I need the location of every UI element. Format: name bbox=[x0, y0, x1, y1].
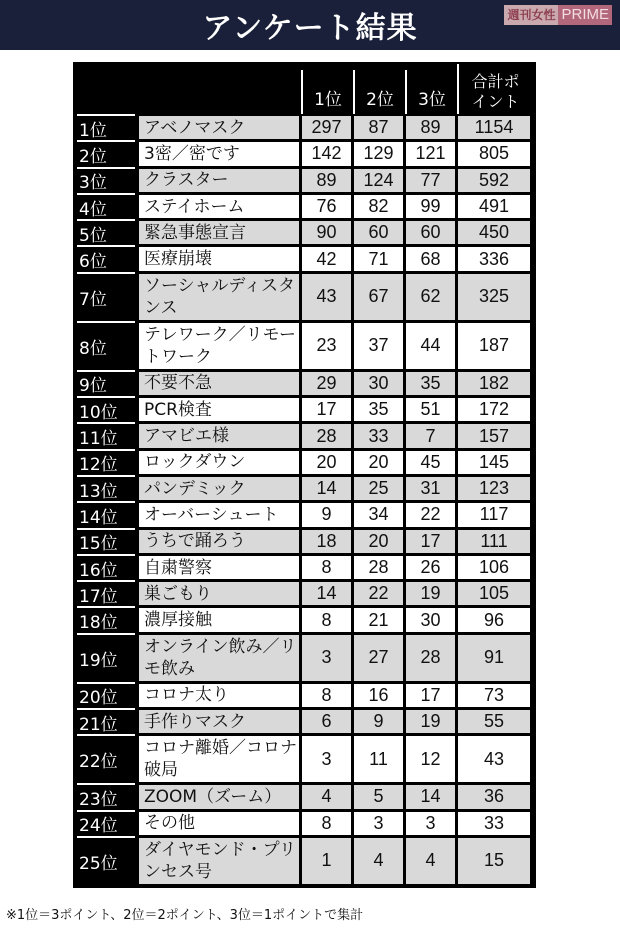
table-row bbox=[77, 422, 532, 448]
title-bar bbox=[0, 0, 620, 50]
third-place-votes: 28 bbox=[405, 634, 456, 682]
total-points: 96 bbox=[457, 607, 531, 632]
second-place-votes: 20 bbox=[353, 450, 404, 475]
total-points: 33 bbox=[457, 811, 531, 836]
first-place-votes: 42 bbox=[301, 246, 352, 271]
page-title: アンケート結果 bbox=[202, 11, 418, 46]
rank-cell: 23位 bbox=[77, 783, 135, 809]
first-place-votes: 8 bbox=[301, 555, 352, 580]
third-place-votes: 121 bbox=[405, 141, 456, 166]
second-place-votes: 35 bbox=[353, 397, 404, 422]
term-cell: コロナ太り bbox=[138, 683, 300, 708]
term-cell: 不要不急 bbox=[138, 371, 300, 396]
brand-logo-jp: 週刊女性 bbox=[504, 5, 558, 25]
total-points: 123 bbox=[457, 476, 531, 501]
third-place-votes: 19 bbox=[405, 709, 456, 734]
second-place-votes: 5 bbox=[353, 784, 404, 809]
header-second-place: 2位 bbox=[353, 70, 405, 114]
third-place-votes: 7 bbox=[405, 423, 456, 448]
table-row bbox=[77, 708, 532, 734]
total-points: 325 bbox=[457, 273, 531, 321]
second-place-votes: 129 bbox=[353, 141, 404, 166]
total-points: 157 bbox=[457, 423, 531, 448]
table-row bbox=[77, 836, 532, 885]
second-place-votes: 9 bbox=[353, 709, 404, 734]
second-place-votes: 124 bbox=[353, 168, 404, 193]
header-total-line2: イント bbox=[471, 92, 520, 111]
third-place-votes: 3 bbox=[405, 811, 456, 836]
header-total-points bbox=[457, 64, 532, 114]
table-row bbox=[77, 321, 532, 370]
term-cell: うちで踊ろう bbox=[138, 529, 300, 554]
first-place-votes: 14 bbox=[301, 476, 352, 501]
term-cell: PCR検査 bbox=[138, 397, 300, 422]
table-row bbox=[77, 219, 532, 245]
first-place-votes: 17 bbox=[301, 397, 352, 422]
total-points: 36 bbox=[457, 784, 531, 809]
rank-cell: 20位 bbox=[77, 682, 135, 708]
first-place-votes: 9 bbox=[301, 502, 352, 527]
footnote: ※1位＝3ポイント、2位＝2ポイント、3位＝1ポイントで集計 bbox=[6, 908, 364, 923]
rank-cell: 9位 bbox=[77, 370, 135, 396]
second-place-votes: 20 bbox=[353, 529, 404, 554]
table-row bbox=[77, 528, 532, 554]
total-points: 450 bbox=[457, 220, 531, 245]
first-place-votes: 8 bbox=[301, 607, 352, 632]
third-place-votes: 17 bbox=[405, 683, 456, 708]
second-place-votes: 22 bbox=[353, 581, 404, 606]
second-place-votes: 4 bbox=[353, 837, 404, 885]
total-points: 91 bbox=[457, 634, 531, 682]
third-place-votes: 45 bbox=[405, 450, 456, 475]
rank-cell: 3位 bbox=[77, 167, 135, 193]
first-place-votes: 20 bbox=[301, 450, 352, 475]
ranking-table bbox=[73, 62, 536, 888]
first-place-votes: 18 bbox=[301, 529, 352, 554]
first-place-votes: 29 bbox=[301, 371, 352, 396]
rank-cell: 5位 bbox=[77, 219, 135, 245]
third-place-votes: 26 bbox=[405, 555, 456, 580]
term-cell: ステイホーム bbox=[138, 194, 300, 219]
rank-cell: 16位 bbox=[77, 554, 135, 580]
table-row bbox=[77, 810, 532, 836]
second-place-votes: 16 bbox=[353, 683, 404, 708]
rank-cell: 15位 bbox=[77, 528, 135, 554]
first-place-votes: 3 bbox=[301, 634, 352, 682]
header-total-line1: 合計ポ bbox=[471, 72, 520, 91]
total-points: 43 bbox=[457, 735, 531, 783]
total-points: 15 bbox=[457, 837, 531, 885]
total-points: 491 bbox=[457, 194, 531, 219]
rank-cell: 7位 bbox=[77, 272, 135, 321]
table-row bbox=[77, 140, 532, 166]
term-cell: ダイヤモンド・プリンセス号 bbox=[138, 837, 300, 885]
second-place-votes: 87 bbox=[353, 115, 404, 140]
term-cell: 医療崩壊 bbox=[138, 246, 300, 271]
second-place-votes: 27 bbox=[353, 634, 404, 682]
table-row bbox=[77, 580, 532, 606]
second-place-votes: 30 bbox=[353, 371, 404, 396]
first-place-votes: 6 bbox=[301, 709, 352, 734]
first-place-votes: 4 bbox=[301, 784, 352, 809]
table-row bbox=[77, 245, 532, 271]
term-cell: 自粛警察 bbox=[138, 555, 300, 580]
total-points: 55 bbox=[457, 709, 531, 734]
table-row bbox=[77, 167, 532, 193]
first-place-votes: 8 bbox=[301, 683, 352, 708]
term-cell: ロックダウン bbox=[138, 450, 300, 475]
second-place-votes: 28 bbox=[353, 555, 404, 580]
rank-cell: 13位 bbox=[77, 475, 135, 501]
rank-cell: 24位 bbox=[77, 810, 135, 836]
table-body bbox=[77, 114, 532, 885]
rank-cell: 22位 bbox=[77, 734, 135, 783]
third-place-votes: 19 bbox=[405, 581, 456, 606]
second-place-votes: 34 bbox=[353, 502, 404, 527]
term-cell: ZOOM（ズーム） bbox=[138, 784, 300, 809]
total-points: 336 bbox=[457, 246, 531, 271]
total-points: 73 bbox=[457, 683, 531, 708]
table-row bbox=[77, 272, 532, 321]
term-cell: パンデミック bbox=[138, 476, 300, 501]
third-place-votes: 77 bbox=[405, 168, 456, 193]
total-points: 805 bbox=[457, 141, 531, 166]
first-place-votes: 8 bbox=[301, 811, 352, 836]
table-row bbox=[77, 783, 532, 809]
term-cell: ソーシャルディスタンス bbox=[138, 273, 300, 321]
second-place-votes: 21 bbox=[353, 607, 404, 632]
table-row bbox=[77, 734, 532, 783]
table-row bbox=[77, 554, 532, 580]
term-cell: アベノマスク bbox=[138, 115, 300, 140]
table-row bbox=[77, 606, 532, 632]
second-place-votes: 3 bbox=[353, 811, 404, 836]
rank-cell: 14位 bbox=[77, 501, 135, 527]
total-points: 187 bbox=[457, 322, 531, 370]
total-points: 145 bbox=[457, 450, 531, 475]
table-row bbox=[77, 682, 532, 708]
first-place-votes: 28 bbox=[301, 423, 352, 448]
term-cell: クラスター bbox=[138, 168, 300, 193]
rank-cell: 21位 bbox=[77, 708, 135, 734]
third-place-votes: 62 bbox=[405, 273, 456, 321]
third-place-votes: 68 bbox=[405, 246, 456, 271]
term-cell: コロナ離婚／コロナ破局 bbox=[138, 735, 300, 783]
header-first-place: 1位 bbox=[301, 70, 353, 114]
rank-cell: 10位 bbox=[77, 396, 135, 422]
table-row bbox=[77, 449, 532, 475]
rank-cell: 18位 bbox=[77, 606, 135, 632]
second-place-votes: 67 bbox=[353, 273, 404, 321]
term-cell: 3密／密です bbox=[138, 141, 300, 166]
first-place-votes: 76 bbox=[301, 194, 352, 219]
rank-cell: 1位 bbox=[77, 114, 135, 140]
first-place-votes: 23 bbox=[301, 322, 352, 370]
second-place-votes: 25 bbox=[353, 476, 404, 501]
third-place-votes: 51 bbox=[405, 397, 456, 422]
total-points: 106 bbox=[457, 555, 531, 580]
first-place-votes: 43 bbox=[301, 273, 352, 321]
first-place-votes: 1 bbox=[301, 837, 352, 885]
rank-cell: 8位 bbox=[77, 321, 135, 370]
third-place-votes: 14 bbox=[405, 784, 456, 809]
first-place-votes: 90 bbox=[301, 220, 352, 245]
rank-cell: 11位 bbox=[77, 422, 135, 448]
rank-cell: 25位 bbox=[77, 836, 135, 885]
total-points: 182 bbox=[457, 371, 531, 396]
first-place-votes: 142 bbox=[301, 141, 352, 166]
term-cell: 巣ごもり bbox=[138, 581, 300, 606]
term-cell: 手作りマスク bbox=[138, 709, 300, 734]
second-place-votes: 11 bbox=[353, 735, 404, 783]
total-points: 111 bbox=[457, 529, 531, 554]
brand-logo bbox=[504, 5, 612, 25]
term-cell: その他 bbox=[138, 811, 300, 836]
first-place-votes: 297 bbox=[301, 115, 352, 140]
term-cell: 濃厚接触 bbox=[138, 607, 300, 632]
brand-logo-en: PRIME bbox=[558, 5, 612, 25]
third-place-votes: 35 bbox=[405, 371, 456, 396]
table-row bbox=[77, 114, 532, 140]
total-points: 105 bbox=[457, 581, 531, 606]
term-cell: テレワーク／リモートワーク bbox=[138, 322, 300, 370]
table-row bbox=[77, 396, 532, 422]
rank-cell: 6位 bbox=[77, 245, 135, 271]
term-cell: オーバーシュート bbox=[138, 502, 300, 527]
third-place-votes: 89 bbox=[405, 115, 456, 140]
total-points: 1154 bbox=[457, 115, 531, 140]
header-blank bbox=[77, 62, 301, 114]
rank-cell: 4位 bbox=[77, 193, 135, 219]
term-cell: オンライン飲み／リモ飲み bbox=[138, 634, 300, 682]
second-place-votes: 71 bbox=[353, 246, 404, 271]
rank-cell: 2位 bbox=[77, 140, 135, 166]
table-row bbox=[77, 633, 532, 682]
second-place-votes: 33 bbox=[353, 423, 404, 448]
table-row bbox=[77, 475, 532, 501]
total-points: 592 bbox=[457, 168, 531, 193]
third-place-votes: 31 bbox=[405, 476, 456, 501]
third-place-votes: 17 bbox=[405, 529, 456, 554]
total-points: 117 bbox=[457, 502, 531, 527]
table-row bbox=[77, 501, 532, 527]
header-third-place: 3位 bbox=[405, 70, 457, 114]
third-place-votes: 12 bbox=[405, 735, 456, 783]
third-place-votes: 60 bbox=[405, 220, 456, 245]
second-place-votes: 60 bbox=[353, 220, 404, 245]
term-cell: 緊急事態宣言 bbox=[138, 220, 300, 245]
first-place-votes: 14 bbox=[301, 581, 352, 606]
third-place-votes: 22 bbox=[405, 502, 456, 527]
rank-cell: 12位 bbox=[77, 449, 135, 475]
first-place-votes: 89 bbox=[301, 168, 352, 193]
third-place-votes: 99 bbox=[405, 194, 456, 219]
table-row bbox=[77, 370, 532, 396]
third-place-votes: 30 bbox=[405, 607, 456, 632]
table-row bbox=[77, 193, 532, 219]
third-place-votes: 4 bbox=[405, 837, 456, 885]
rank-cell: 19位 bbox=[77, 633, 135, 682]
table-header bbox=[77, 62, 532, 114]
second-place-votes: 37 bbox=[353, 322, 404, 370]
first-place-votes: 3 bbox=[301, 735, 352, 783]
second-place-votes: 82 bbox=[353, 194, 404, 219]
rank-cell: 17位 bbox=[77, 580, 135, 606]
term-cell: アマビエ様 bbox=[138, 423, 300, 448]
total-points: 172 bbox=[457, 397, 531, 422]
third-place-votes: 44 bbox=[405, 322, 456, 370]
